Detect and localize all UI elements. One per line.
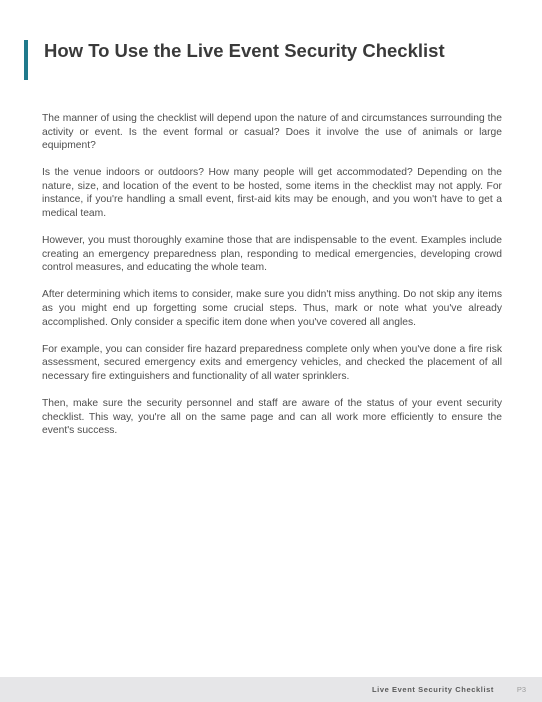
paragraph-3: However, you must thoroughly examine those that are indispensable to the event. Examples include creating an emergency preparedness plan, responding to medical emergencies, developing crowd control measures, and educating the whole team. <box>42 235 502 274</box>
paragraph-5: For example, you can consider fire hazard preparedness complete only when you've done a fire risk assessment, secured emergency exits and emergency vehicles, and checked the placement of all necessary fire extinguishers and functionality of all water sprinklers. <box>42 343 502 382</box>
page-title: How To Use the Live Event Security Checklist <box>44 40 445 61</box>
paragraph-4: After determining which items to consider, make sure you didn't miss anything. Do not skip any items as you might end up forgetting some crucial steps. Thus, mark or note what you've already accomplished. Only consider a specific item done when you've covered all angles. <box>42 289 502 328</box>
title-accent-bar <box>24 40 28 80</box>
paragraph-1: The manner of using the checklist will depend upon the nature of and circumstances surrounding the activity or event. Is the event formal or casual? Does it involve the use of animals or large equipment? <box>42 113 502 152</box>
document-body <box>42 112 502 451</box>
footer-label: Live Event Security Checklist <box>371 685 494 694</box>
paragraph-2: Is the venue indoors or outdoors? How many people will get accommodated? Depending on the nature, size, and location of the event to be hosted, some items in the checklist may not apply. For instance, if you're handling a small event, first-aid kits may be enough, and you won't have to get a medical team. <box>42 167 502 220</box>
paragraph-6: Then, make sure the security personnel and staff are aware of the status of your event security checklist. This way, you're all on the same page and can all work more efficiently to ensure the event's success. <box>42 398 502 437</box>
page-footer <box>0 677 542 702</box>
page-number: P3 <box>516 685 526 694</box>
